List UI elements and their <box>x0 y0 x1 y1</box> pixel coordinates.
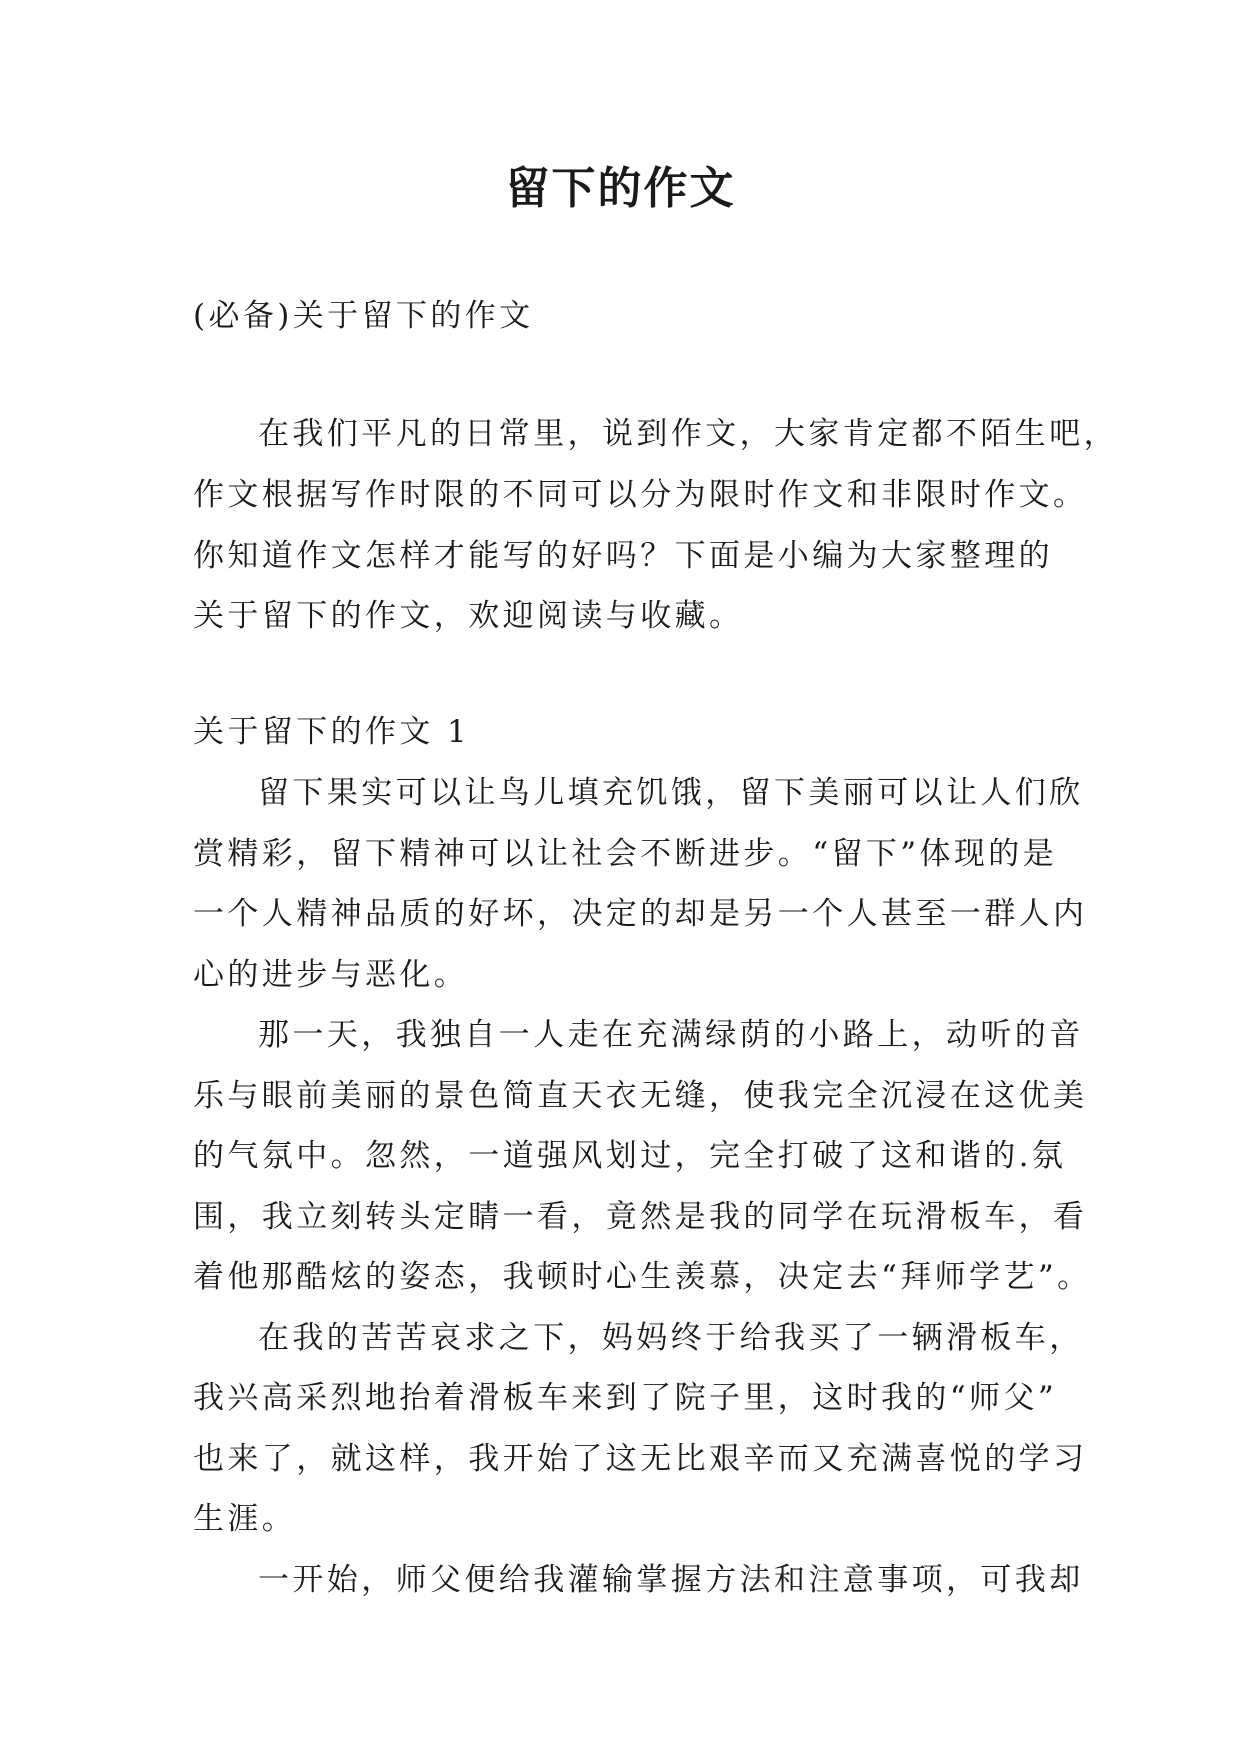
paragraph-line: 着他那酷炫的姿态，我顿时心生羡慕，决定去“拜师学艺”。 <box>193 1259 1092 1295</box>
intro-line: 你知道作文怎样才能写的好吗？下面是小编为大家整理的 <box>193 538 1053 574</box>
paragraph-line: 在我的苦苦哀求之下，妈妈终于给我买了一辆滑板车， <box>258 1320 1084 1356</box>
paragraph-line: 一开始，师父便给我灌输掌握方法和注意事项，可我却 <box>258 1562 1084 1598</box>
paragraph-line: 乐与眼前美丽的景色简直天衣无缝，使我完全沉浸在这优美 <box>193 1078 1088 1114</box>
document-title: 留下的作文 <box>505 163 736 214</box>
section-heading: 关于留下的作文 1 <box>193 714 471 750</box>
intro-line: 在我们平凡的日常里，说到作文，大家肯定都不陌生吧， <box>258 416 1118 452</box>
paragraph-line: 心的进步与恶化。 <box>193 957 469 993</box>
paragraph-line: 那一天，我独自一人走在充满绿荫的小路上，动听的音 <box>258 1017 1084 1053</box>
paragraph-line: 围，我立刻转头定睛一看，竟然是我的同学在玩滑板车，看 <box>193 1199 1088 1235</box>
intro-line: 作文根据写作时限的不同可以分为限时作文和非限时作文。 <box>193 477 1088 513</box>
paragraph-line: 留下果实可以让鸟儿填充饥饿，留下美丽可以让人们欣 <box>258 775 1084 811</box>
paragraph-line: 也来了，就这样，我开始了这无比艰辛而又充满喜悦的学习 <box>193 1441 1088 1477</box>
paragraph-line: 生涯。 <box>193 1501 297 1537</box>
paragraph-line: 赏精彩，留下精神可以让社会不断进步。“留下”体现的是 <box>193 836 1058 872</box>
intro-line: 关于留下的作文，欢迎阅读与收藏。 <box>193 598 744 634</box>
document-subtitle: (必备)关于留下的作文 <box>193 298 534 334</box>
paragraph-line: 的气氛中。忽然，一道强风划过，完全打破了这和谐的.氛 <box>193 1138 1067 1174</box>
paragraph-line: 一个人精神品质的好坏，决定的却是另一个人甚至一群人内 <box>193 896 1088 932</box>
paragraph-line: 我兴高采烈地抬着滑板车来到了院子里，这时我的“师父” <box>193 1380 1058 1416</box>
